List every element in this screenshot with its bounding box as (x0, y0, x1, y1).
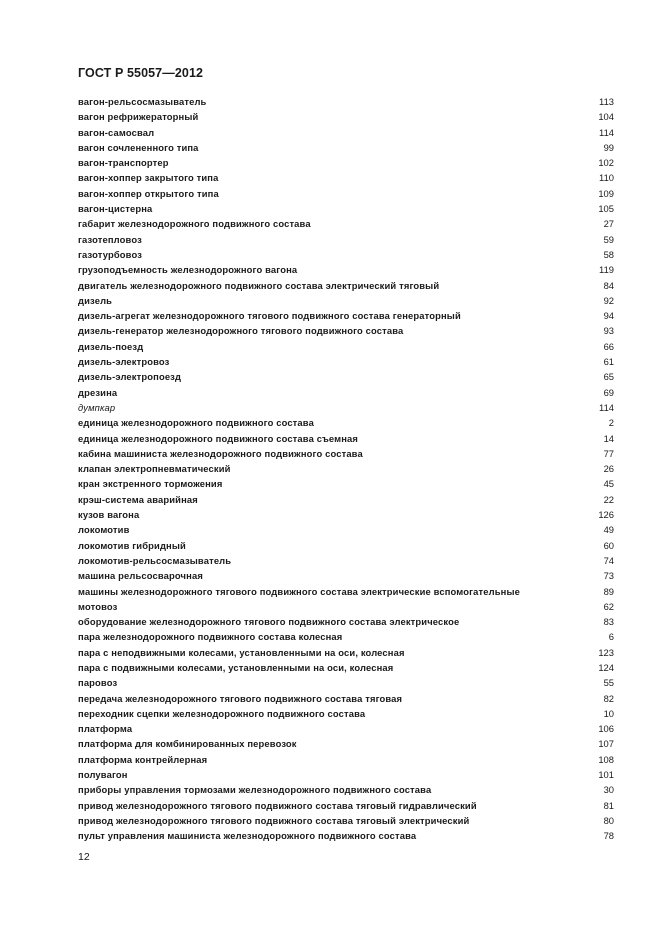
index-term: дизель-поезд (78, 340, 144, 352)
index-entry (78, 385, 614, 400)
index-term: дизель-генератор железнодорожного тягового подвижного состава (78, 325, 404, 337)
index-entry (78, 94, 614, 109)
index-page-ref: 30 (603, 784, 614, 796)
index-entry (78, 599, 614, 614)
index-page-ref: 60 (603, 539, 614, 551)
index-page-ref: 113 (599, 96, 614, 107)
index-term: вагон рефрижераторный (78, 111, 199, 123)
index-term: дизель-агрегат железнодорожного тягового подвижного состава генераторный (78, 310, 461, 322)
index-page-ref: 123 (598, 646, 614, 658)
index-page-ref: 102 (598, 157, 614, 169)
index-page-ref: 65 (603, 371, 614, 383)
index-page-ref: 61 (603, 356, 614, 368)
index-page-ref: 107 (598, 738, 614, 750)
index-page-ref: 77 (603, 447, 614, 459)
index-entry (78, 415, 614, 430)
index-page-ref: 114 (599, 126, 614, 138)
index-entry (78, 614, 614, 629)
index-term: привод железнодорожного тягового подвижного состава тяговый гидравлический (78, 799, 477, 811)
index-page-ref: 99 (603, 141, 614, 153)
index-page-ref: 82 (603, 692, 614, 704)
index-page-ref: 109 (598, 187, 614, 199)
index-term: кузов вагона (78, 509, 140, 521)
index-page-ref: 49 (603, 524, 614, 536)
index-entry (78, 721, 614, 736)
index-page-ref: 84 (603, 279, 614, 291)
index-entry (78, 736, 614, 751)
index-term: грузоподъемность железнодорожного вагона (78, 264, 298, 276)
index-entry (78, 660, 614, 675)
index-term: дизель-электровоз (78, 356, 170, 368)
index-term: приборы управления тормозами железнодорожного подвижного состава (78, 784, 432, 796)
alphabetical-index-list (78, 94, 614, 844)
index-entry (78, 782, 614, 797)
index-entry (78, 155, 614, 170)
index-term: платформа контрейлерная (78, 753, 208, 765)
index-term: локомотив-рельсосмазыватель (78, 554, 232, 566)
index-page-ref: 55 (603, 677, 614, 689)
index-entry (78, 170, 614, 185)
index-page-ref: 101 (598, 769, 614, 781)
index-entry (78, 339, 614, 354)
index-term: клапан электропневматический (78, 463, 231, 475)
index-term: вагон-цистерна (78, 203, 153, 215)
index-page-ref: 106 (598, 723, 614, 735)
index-page-ref: 22 (603, 493, 614, 505)
index-term: машины железнодорожного тягового подвижного состава электрические вспомогательные (78, 585, 520, 597)
index-entry (78, 446, 614, 461)
index-page-ref: 80 (603, 814, 614, 826)
index-page-ref: 59 (603, 233, 614, 245)
index-page-ref: 93 (603, 325, 614, 337)
index-entry (78, 354, 614, 369)
index-entry (78, 186, 614, 201)
index-entry (78, 262, 614, 277)
index-entry (78, 629, 614, 644)
index-term: единица железнодорожного подвижного состава съемная (78, 432, 359, 444)
index-entry (78, 584, 614, 599)
index-entry (78, 553, 614, 568)
index-entry (78, 813, 614, 828)
index-page-ref: 2 (608, 417, 614, 429)
index-term: вагон сочлененного типа (78, 141, 199, 153)
index-term: платформа для комбинированных перевозок (78, 738, 297, 750)
index-term: вагон-транспортер (78, 157, 169, 169)
index-entry (78, 522, 614, 537)
index-term: крэш-система аварийная (78, 493, 198, 505)
index-term: габарит железнодорожного подвижного состава (78, 218, 311, 230)
index-term: локомотив гибридный (78, 539, 186, 551)
index-term: вагон-рельсосмазыватель (78, 96, 207, 107)
index-page-ref: 10 (603, 707, 614, 719)
index-page-ref: 119 (599, 264, 614, 276)
index-term: переходник сцепки железнодорожного подвижного состава (78, 707, 366, 719)
index-entry (78, 109, 614, 124)
index-term: дрезина (78, 386, 118, 398)
index-term: полувагон (78, 769, 128, 781)
index-entry (78, 798, 614, 813)
index-term: пара железнодорожного подвижного состава колесная (78, 631, 343, 643)
index-page-ref: 110 (599, 172, 614, 184)
index-page-ref: 26 (603, 463, 614, 475)
index-term: кран экстренного торможения (78, 478, 223, 490)
index-page-ref: 83 (603, 616, 614, 628)
index-page-ref: 45 (603, 478, 614, 490)
index-entry (78, 476, 614, 491)
index-term: пара с подвижными колесами, установленными на оси, колесная (78, 661, 394, 673)
index-page-ref: 108 (598, 753, 614, 765)
index-entry (78, 278, 614, 293)
index-entry (78, 645, 614, 660)
index-entry (78, 369, 614, 384)
document-header: ГОСТ Р 55057—2012 (78, 66, 204, 80)
index-entry (78, 507, 614, 522)
index-entry (78, 400, 614, 415)
index-term: локомотив (78, 524, 130, 536)
index-page-ref: 58 (603, 248, 614, 260)
index-page-ref: 124 (598, 661, 614, 673)
index-entry (78, 247, 614, 262)
index-page-ref: 89 (603, 585, 614, 597)
index-term: пара с неподвижными колесами, установленными на оси, колесная (78, 646, 405, 658)
index-page-ref: 92 (603, 294, 614, 306)
index-entry (78, 568, 614, 583)
index-entry (78, 232, 614, 247)
index-term: вагон-самосвал (78, 126, 155, 138)
index-entry (78, 431, 614, 446)
index-entry (78, 706, 614, 721)
index-page-ref: 126 (598, 509, 614, 521)
index-term: передача железнодорожного тягового подвижного состава тяговая (78, 692, 403, 704)
index-term: газотепловоз (78, 233, 142, 245)
index-entry (78, 461, 614, 476)
index-entry (78, 201, 614, 216)
index-page-ref: 114 (599, 401, 614, 413)
index-entry (78, 140, 614, 155)
index-entry (78, 308, 614, 323)
index-term: пульт управления машиниста железнодорожного подвижного состава (78, 830, 417, 842)
index-term: дизель-электропоезд (78, 371, 182, 383)
index-entry (78, 323, 614, 338)
index-page-ref: 78 (603, 830, 614, 842)
index-page-ref: 81 (603, 799, 614, 811)
index-entry (78, 293, 614, 308)
index-page-ref: 73 (603, 570, 614, 582)
index-term: вагон-хоппер закрытого типа (78, 172, 219, 184)
index-term: дизель (78, 294, 113, 306)
index-page-ref: 74 (603, 554, 614, 566)
index-entry (78, 691, 614, 706)
index-term: двигатель железнодорожного подвижного состава электрический тяговый (78, 279, 440, 291)
index-entry (78, 538, 614, 553)
index-term: мотовоз (78, 600, 118, 612)
index-term: газотурбовоз (78, 248, 143, 260)
index-term: кабина машиниста железнодорожного подвижного состава (78, 447, 363, 459)
index-page-ref: 14 (603, 432, 614, 444)
index-entry (78, 216, 614, 231)
index-entry (78, 752, 614, 767)
index-entry (78, 675, 614, 690)
index-page-ref: 6 (608, 631, 614, 643)
index-page-ref: 104 (598, 111, 614, 123)
index-entry (78, 767, 614, 782)
index-page-ref: 27 (603, 218, 614, 230)
index-term: единица железнодорожного подвижного состава (78, 417, 314, 429)
index-entry (78, 828, 614, 843)
index-term: привод железнодорожного тягового подвижного состава тяговый электрический (78, 814, 470, 826)
index-term: платформа (78, 723, 133, 735)
index-page-ref: 94 (603, 310, 614, 322)
index-term: вагон-хоппер открытого типа (78, 187, 219, 199)
index-page-ref: 62 (603, 600, 614, 612)
index-term: думпкар (78, 401, 116, 413)
index-page-ref: 66 (603, 340, 614, 352)
page-number: 12 (78, 851, 90, 863)
index-page-ref: 105 (598, 203, 614, 215)
index-term: машина рельсосварочная (78, 570, 203, 582)
index-term: оборудование железнодорожного тягового подвижного состава электрическое (78, 616, 460, 628)
index-term: паровоз (78, 677, 118, 689)
index-entry (78, 492, 614, 507)
index-entry (78, 125, 614, 140)
index-page-ref: 69 (603, 386, 614, 398)
